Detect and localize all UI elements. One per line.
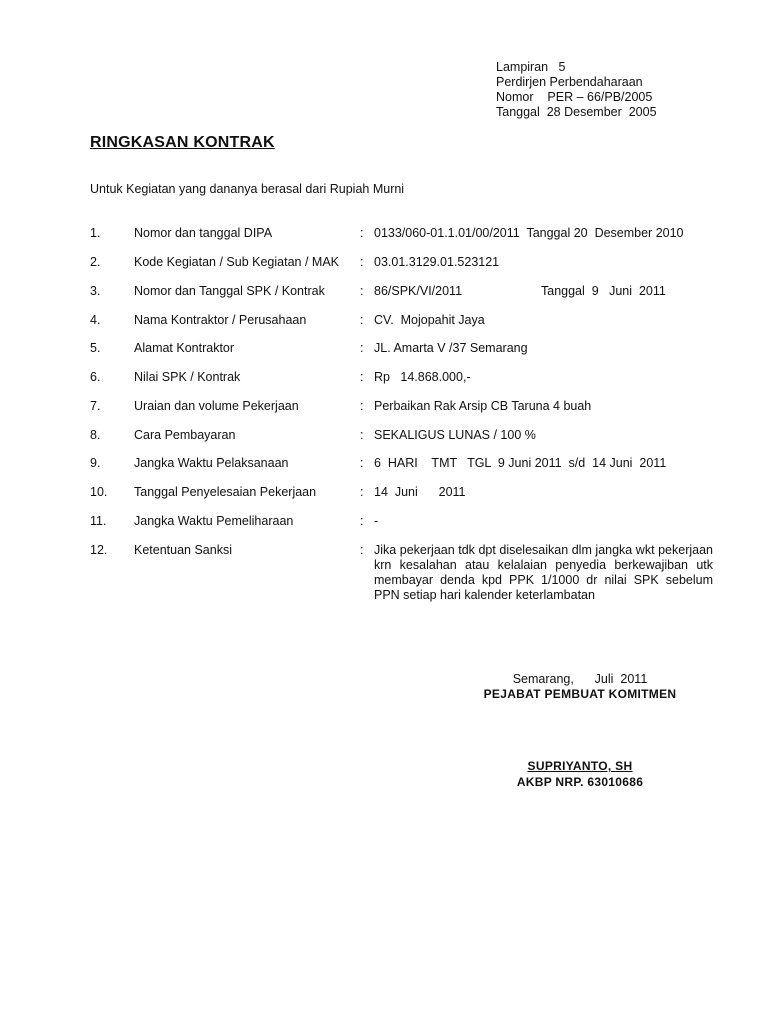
header-regulation-number: Nomor PER – 66/PB/2005: [496, 90, 653, 104]
list-item: [0, 485, 768, 503]
item-value: CV. Mojopahit Jaya: [374, 313, 485, 327]
list-item: [0, 399, 768, 417]
item-number: 12.: [90, 543, 108, 557]
header-regulation: Perdirjen Perbendaharaan: [496, 75, 643, 89]
item-colon: :: [360, 255, 364, 269]
item-label: Cara Pembayaran: [134, 428, 236, 442]
item-value: -: [374, 514, 379, 528]
item-number: 8.: [90, 428, 101, 442]
item-colon: :: [360, 485, 364, 499]
item-label: Jangka Waktu Pelaksanaan: [134, 456, 289, 470]
item-label: Nama Kontraktor / Perusahaan: [134, 313, 307, 327]
item-number: 3.: [90, 284, 101, 298]
item-value: 0133/060-01.1.01/00/2011 Tanggal 20 Desember 2010: [374, 226, 684, 240]
list-item: [0, 341, 768, 359]
item-number: 9.: [90, 456, 101, 470]
list-item: [0, 255, 768, 273]
signatory-rank: AKBP NRP. 63010686: [516, 775, 644, 789]
item-label: Nomor dan Tanggal SPK / Kontrak: [134, 284, 325, 298]
item-colon: :: [360, 456, 364, 470]
item-value: JL. Amarta V /37 Semarang: [374, 341, 528, 355]
item-value-date: Tanggal 9 Juni 2011: [541, 284, 666, 298]
item-colon: :: [360, 226, 364, 240]
item-label: Kode Kegiatan / Sub Kegiatan / MAK: [134, 255, 339, 269]
item-value: Rp 14.868.000,-: [374, 370, 471, 384]
item-number: 11.: [90, 514, 107, 528]
item-colon: :: [360, 514, 364, 528]
list-item: [0, 543, 768, 602]
page-title: RINGKASAN KONTRAK: [90, 134, 275, 151]
list-item: [0, 370, 768, 388]
item-number: 5.: [90, 341, 101, 355]
header-regulation-date: Tanggal 28 Desember 2005: [496, 105, 657, 119]
item-number: 7.: [90, 399, 101, 413]
item-value: 14 Juni 2011: [374, 485, 466, 499]
item-label: Nilai SPK / Kontrak: [134, 370, 241, 384]
list-item: [0, 313, 768, 331]
item-value-sanction: Jika pekerjaan tdk dpt diselesaikan dlm jangka wkt pekerjaan krn kesalahan atau kelalaian penyedia berkewajiban utk membayar denda kpd PPK 1/1000 dr nilai SPK sebelum PPN setiap hari kalender keterlambatan: [374, 543, 713, 602]
header-attachment-number: Lampiran 5: [496, 60, 566, 74]
item-label: Jangka Waktu Pemeliharaan: [134, 514, 294, 528]
item-value: 03.01.3129.01.523121: [374, 255, 500, 269]
signature-position: PEJABAT PEMBUAT KOMITMEN: [483, 687, 677, 701]
item-label: Ketentuan Sanksi: [134, 543, 232, 557]
item-number: 6.: [90, 370, 101, 384]
item-colon: :: [360, 543, 364, 557]
intro-text: Untuk Kegiatan yang dananya berasal dari Rupiah Murni: [90, 182, 405, 196]
list-item: [0, 456, 768, 474]
signature-place-date: Semarang, Juli 2011: [512, 672, 648, 686]
attachment-header: [496, 60, 657, 120]
list-item: [0, 514, 768, 532]
item-label: Alamat Kontraktor: [134, 341, 235, 355]
item-number: 4.: [90, 313, 101, 327]
list-item: [0, 226, 768, 244]
item-colon: :: [360, 428, 364, 442]
item-value: SEKALIGUS LUNAS / 100 %: [374, 428, 536, 442]
item-value: Perbaikan Rak Arsip CB Taruna 4 buah: [374, 399, 592, 413]
item-number: 2.: [90, 255, 101, 269]
item-colon: :: [360, 399, 364, 413]
item-number: 10.: [90, 485, 108, 499]
item-label: Nomor dan tanggal DIPA: [134, 226, 273, 240]
list-item: [0, 428, 768, 446]
item-label: Uraian dan volume Pekerjaan: [134, 399, 299, 413]
item-colon: :: [360, 313, 364, 327]
item-number: 1.: [90, 226, 101, 240]
item-colon: :: [360, 341, 364, 355]
item-label: Tanggal Penyelesaian Pekerjaan: [134, 485, 317, 499]
item-value: 6 HARI TMT TGL 9 Juni 2011 s/d 14 Juni 2011: [374, 456, 667, 470]
signatory-name: SUPRIYANTO, SH: [527, 759, 633, 773]
item-colon: :: [360, 284, 364, 298]
list-item: [0, 284, 768, 302]
item-value: 86/SPK/VI/2011: [374, 284, 463, 298]
item-colon: :: [360, 370, 364, 384]
